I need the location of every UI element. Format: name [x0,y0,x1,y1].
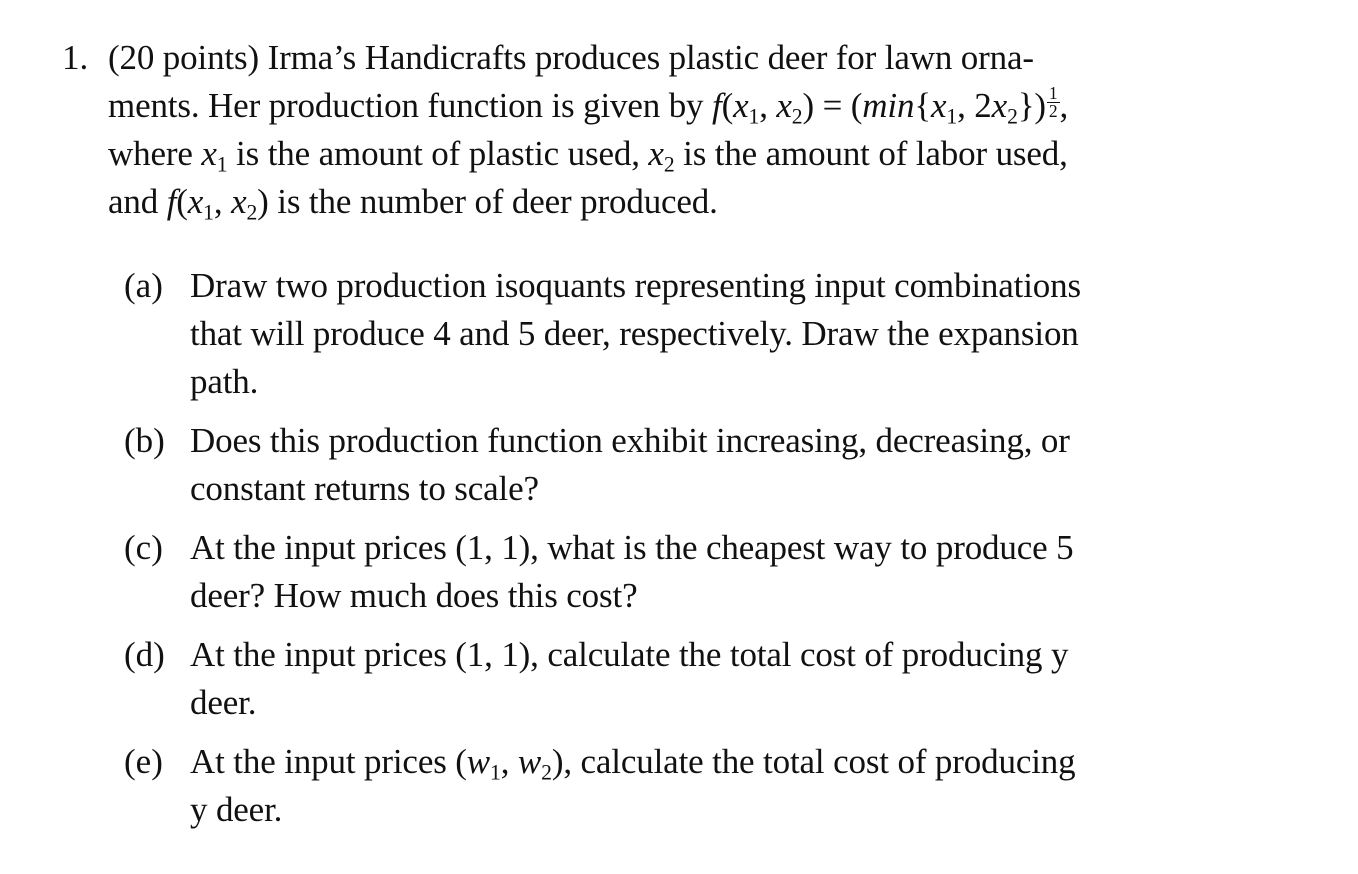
part-c [124,524,1234,620]
part-d [124,631,1234,727]
question-points: (20 points) [108,38,259,77]
input-prices-formula: ($w_1$, $w_2$) [455,742,564,785]
question-1 [62,34,1242,226]
var-x1: $x_1$ [201,134,228,177]
part-label: (c) [124,528,163,567]
statement-line-2: ments. Her production function is given by $f(x_1$, $x_2) = (\min\{x_1$, $2x_2$}) $\frac{1}{2}$ , [108,82,1069,129]
part-text: Draw two production isoquants representing input combinations that will produce 4 and 5 deer, respectively. Draw the expansion path. [190,266,1081,401]
question-statement [108,34,1068,226]
part-text: At the input prices (1, 1), calculate the total cost of producing y deer. [190,635,1069,722]
part-e [124,738,1234,834]
production-function-formula: $f(x_1$, $x_2) = (\min\{x_1$, $2x_2$}) $\frac{1}{2}$ [712,82,1058,129]
part-label: (a) [124,266,163,305]
part-text: Does this production function exhibit increasing, decreasing, or constant returns to scale? [190,421,1070,508]
statement-text: ments. Her production function is given by [108,86,712,125]
exponent-fraction: $\frac{1}{2}$ [1048,82,1058,122]
statement-line-4: and $f(x_1$, $x_2$) is the number of deer produced. [108,182,718,225]
part-label: (b) [124,421,165,460]
sub-questions [124,262,1234,845]
statement-line-3: where $x_1$ is the amount of plastic used, $x_2$ is the amount of labor used, [108,134,1068,177]
part-a [124,262,1234,406]
statement-line-1 [108,34,1068,82]
question-number: 1. [62,38,89,77]
part-label: (d) [124,635,165,674]
function-ref: $f(x_1$, $x_2$) [166,182,269,225]
part-label: (e) [124,742,163,781]
part-text: At the input prices ($w_1$, $w_2$), calculate the total cost of producing y deer. [190,742,1076,829]
statement-intro: Irma’s Handicrafts produces plastic deer for lawn orna- [267,38,1034,77]
part-b [124,417,1234,513]
part-text: At the input prices (1, 1), what is the cheapest way to produce 5 deer? How much does this cost? [190,528,1074,615]
var-x2: $x_2$ [648,134,675,177]
